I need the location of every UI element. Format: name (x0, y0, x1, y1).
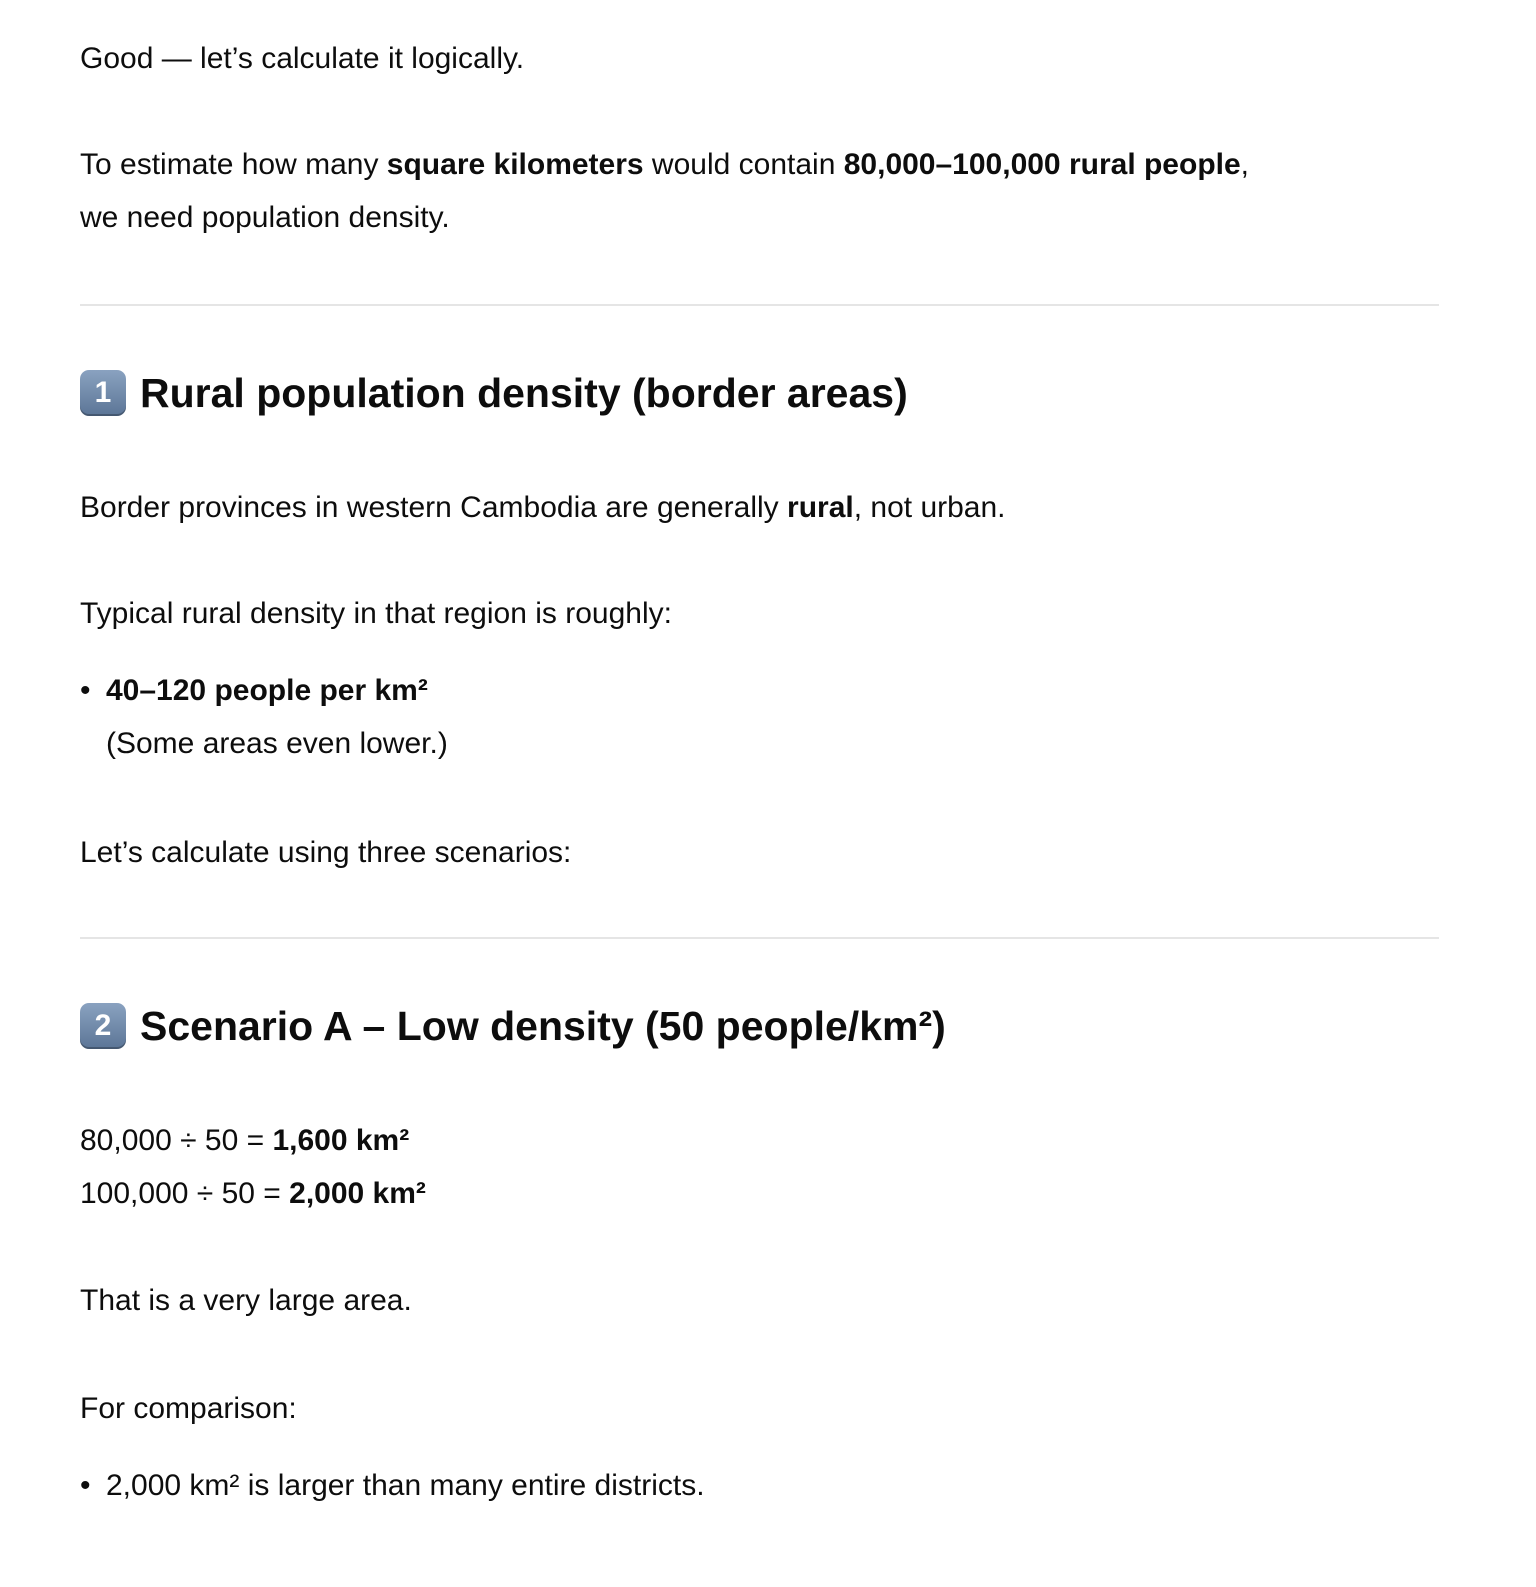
density-intro-paragraph: To estimate how many square kilometers would contain 80,000–100,000 rural people, we need population density. (80, 148, 1250, 234)
section-heading-1: 1 Rural population density (border areas) (80, 365, 908, 421)
rural-paragraph: Border provinces in western Cambodia are generally rural, not urban. (80, 491, 1006, 524)
section-heading-2: 2 Scenario A – Low density (50 people/km²) (80, 998, 946, 1054)
list-item: • 40–120 people per km² (Some areas even lower.) (80, 664, 448, 770)
divider (80, 937, 1439, 939)
large-area-paragraph: That is a very large area. (80, 1284, 412, 1317)
bullet-icon: • (80, 674, 91, 707)
bullet-icon: • (80, 1469, 91, 1502)
typical-density-paragraph: Typical rural density in that region is roughly: (80, 597, 672, 630)
comparison-paragraph: For comparison: (80, 1392, 297, 1425)
divider (80, 304, 1439, 306)
scenarios-paragraph: Let’s calculate using three scenarios: (80, 836, 572, 869)
calculation-paragraph: 80,000 ÷ 50 = 1,600 km² 100,000 ÷ 50 = 2,000 km² (80, 1124, 426, 1210)
list-item: • 2,000 km² is larger than many entire districts. (80, 1459, 705, 1512)
keycap-1-icon: 1 (80, 370, 126, 416)
intro-paragraph: Good — let’s calculate it logically. (80, 42, 525, 75)
keycap-2-icon: 2 (80, 1003, 126, 1049)
